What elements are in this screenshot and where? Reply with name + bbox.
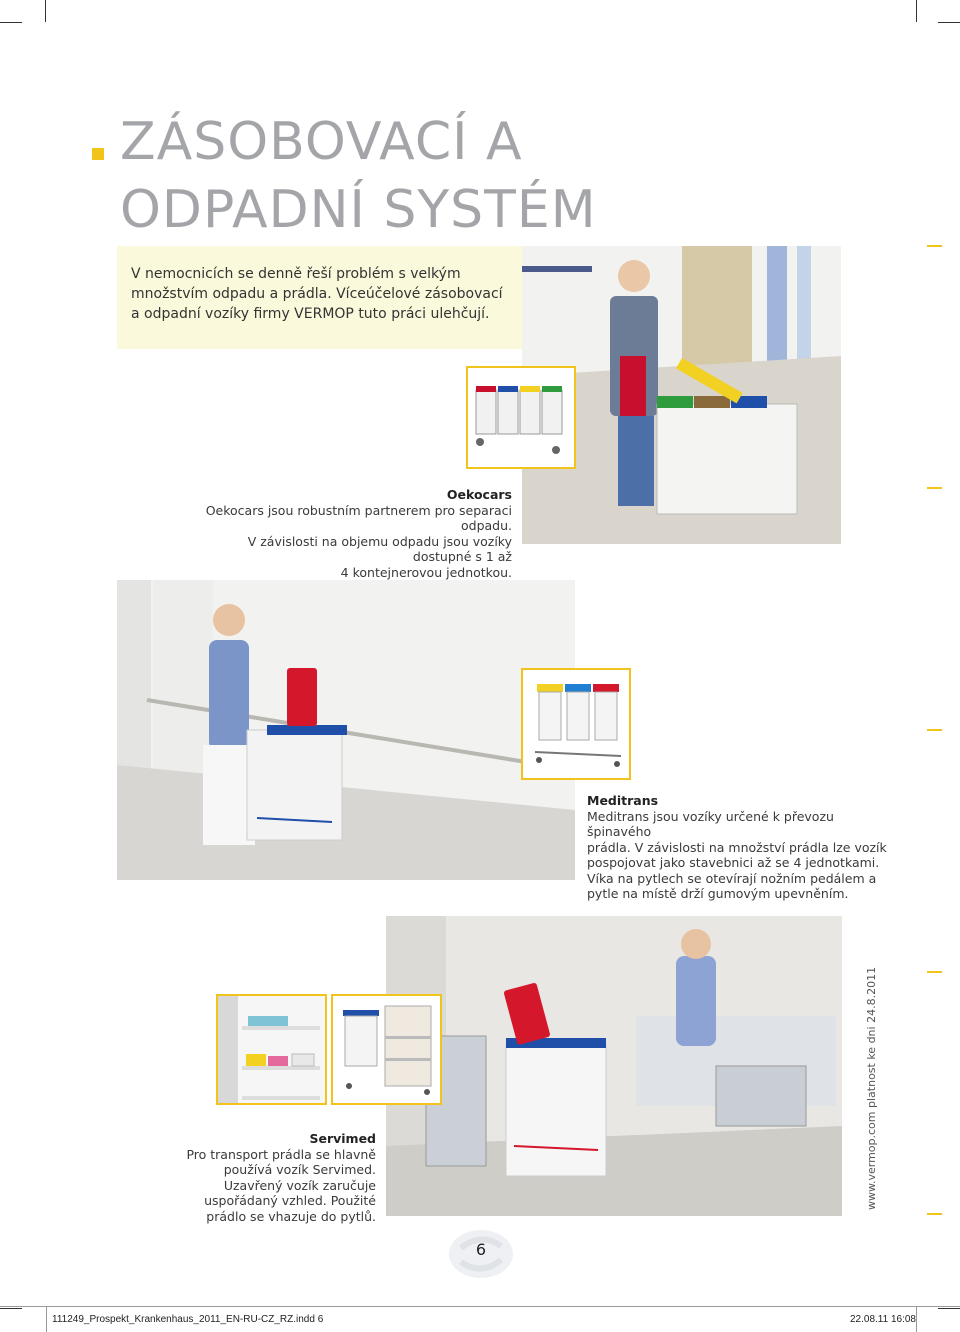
intro-box [117, 246, 522, 349]
servimed-title: Servimed [309, 1131, 376, 1146]
meditrans-line: pospojovat jako stavebnici až se 4 jednotkami. [587, 855, 880, 870]
servimed-photo [386, 916, 842, 1216]
side-url: www.vermop.com [865, 1111, 878, 1210]
meditrans-caption [587, 793, 887, 902]
servimed-inset-shelves [216, 994, 327, 1105]
margin-tick [927, 487, 942, 489]
oekocars-line: V závislosti na objemu odpadu jsou vozíky dostupné s 1 až [247, 533, 512, 564]
margin-tick [927, 729, 942, 731]
servimed-inset-cart [331, 994, 442, 1105]
side-validity: platnost ke dni 24.8.2011 [865, 966, 878, 1108]
crop-mark [916, 0, 917, 22]
footer-filename: 111249_Prospekt_Krankenhaus_2011_EN-RU-CZ_RZ.indd 6 [52, 1314, 324, 1325]
oekocars-line: 4 kontejnerovou jednotkou. [340, 564, 512, 580]
accent-square-icon [92, 148, 104, 160]
servimed-caption [176, 1131, 376, 1224]
crop-mark [0, 22, 22, 23]
meditrans-line: prádla. V závislosti na množství prádla lze vozík [587, 839, 887, 855]
meditrans-line: Meditrans jsou vozíky určené k převozu špinavého [587, 808, 834, 839]
meditrans-inset [521, 668, 631, 780]
meditrans-line: pytle na místě drží gumovým upevněním. [587, 886, 849, 901]
intro-text: V nemocnicích se denně řeší problém s velkým množstvím odpadu a prádla. Víceúčelové zásobovací a odpadní vozíky firmy VERMOP tuto práci ulehčují. [131, 266, 503, 322]
oekocars-line: Oekocars jsou robustním partnerem pro separaci odpadu. [205, 502, 512, 533]
crop-mark [45, 0, 46, 22]
servimed-line: Pro transport prádla se hlavně [186, 1146, 376, 1162]
servimed-line: uspořádaný vzhled. Použité [204, 1193, 376, 1208]
meditrans-photo [117, 580, 575, 880]
margin-tick [927, 245, 942, 247]
crop-mark [938, 22, 960, 23]
servimed-line: prádlo se vhazuje do pytlů. [206, 1208, 376, 1224]
footer-date: 22.08.11 16:08 [850, 1314, 916, 1325]
margin-tick [927, 971, 942, 973]
meditrans-line: Víka na pytlech se otevírají nožním pedálem a [587, 870, 877, 886]
page-title-line2: ODPADNÍ SYSTÉM [120, 180, 597, 240]
servimed-line: používá vozík Servimed. [223, 1162, 376, 1177]
servimed-line: Uzavřený vozík zaručuje [223, 1177, 376, 1193]
page-number: 6 [475, 1240, 487, 1259]
oekocars-caption [200, 487, 512, 580]
oekocars-title: Oekocars [446, 487, 512, 502]
oekocars-inset [466, 366, 576, 469]
margin-tick [927, 1213, 942, 1215]
page-title-line1: ZÁSOBOVACÍ A [120, 112, 523, 172]
meditrans-title: Meditrans [587, 793, 659, 808]
print-footer [0, 1306, 960, 1332]
